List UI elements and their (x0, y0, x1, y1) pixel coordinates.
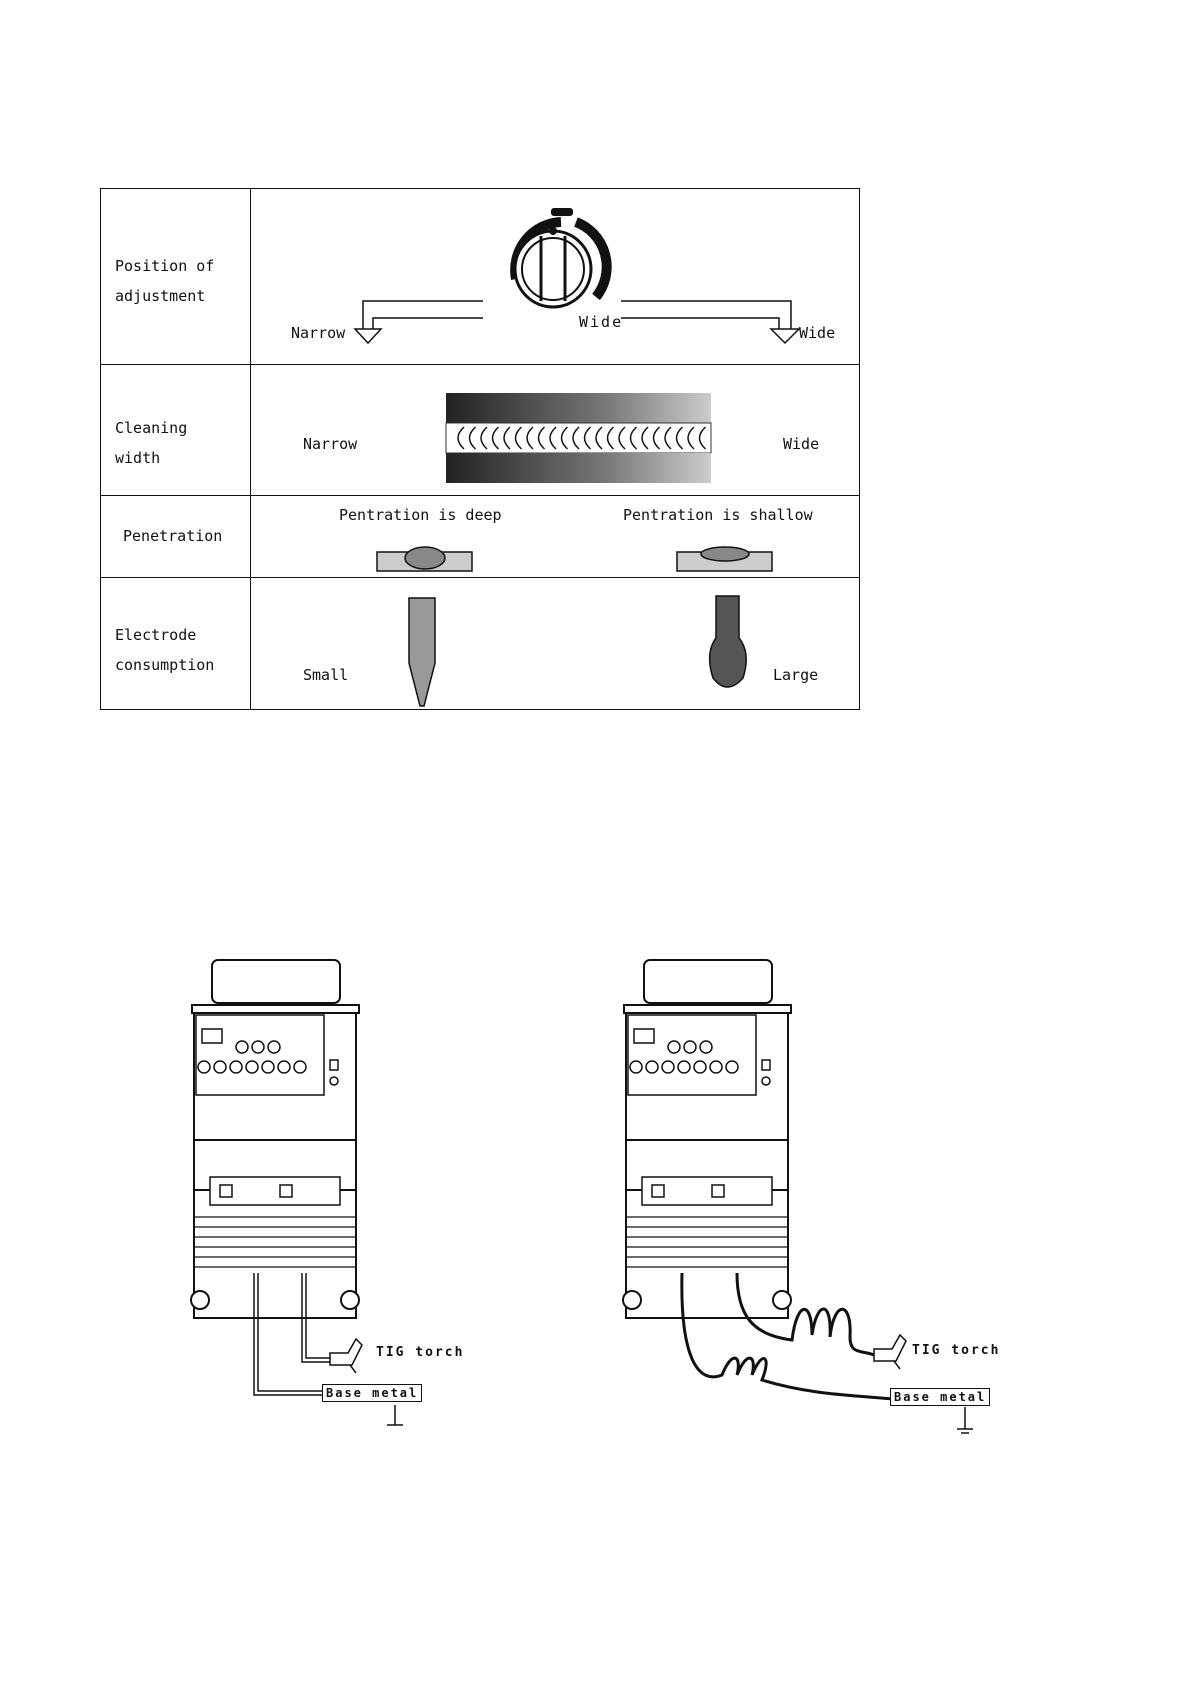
penetration-section-icon (251, 496, 861, 578)
electrode-icon (251, 578, 861, 709)
row-label: Electrode consumption (115, 626, 215, 674)
base-metal-label: Base metal (890, 1388, 990, 1406)
wide-right-label: Wide (799, 324, 836, 342)
connection-diagram-long (612, 955, 1012, 1435)
tig-torch-icon (874, 1335, 906, 1369)
penetration-deep-label: Pentration is deep (339, 506, 502, 524)
base-metal-label: Base metal (322, 1384, 422, 1402)
tig-torch-label: TIG torch (912, 1343, 1001, 1358)
small-label: Small (303, 666, 349, 684)
row-label: Cleaning width (115, 419, 188, 467)
row-position (101, 189, 859, 365)
row-electrode (101, 578, 859, 709)
row-cleaning (101, 365, 859, 496)
row-label: Position of adjustment (115, 257, 215, 305)
penetration-shallow-label: Pentration is shallow (623, 506, 813, 524)
adjustment-table (100, 188, 860, 710)
row-label: Penetration (123, 527, 223, 545)
large-label: Large (773, 666, 819, 684)
wide-center-label: Wide (579, 313, 624, 331)
tig-torch-icon (330, 1339, 362, 1373)
narrow-label: Narrow (291, 324, 346, 342)
weld-bead-icon (251, 365, 861, 496)
welder-machine-icon (180, 955, 470, 1435)
connection-diagram-short (180, 955, 470, 1435)
tig-torch-label: TIG torch (376, 1345, 465, 1360)
narrow-label: Narrow (303, 435, 358, 453)
row-penetration (101, 496, 859, 578)
wide-label: Wide (783, 435, 820, 453)
welder-machine-icon (612, 955, 1012, 1435)
